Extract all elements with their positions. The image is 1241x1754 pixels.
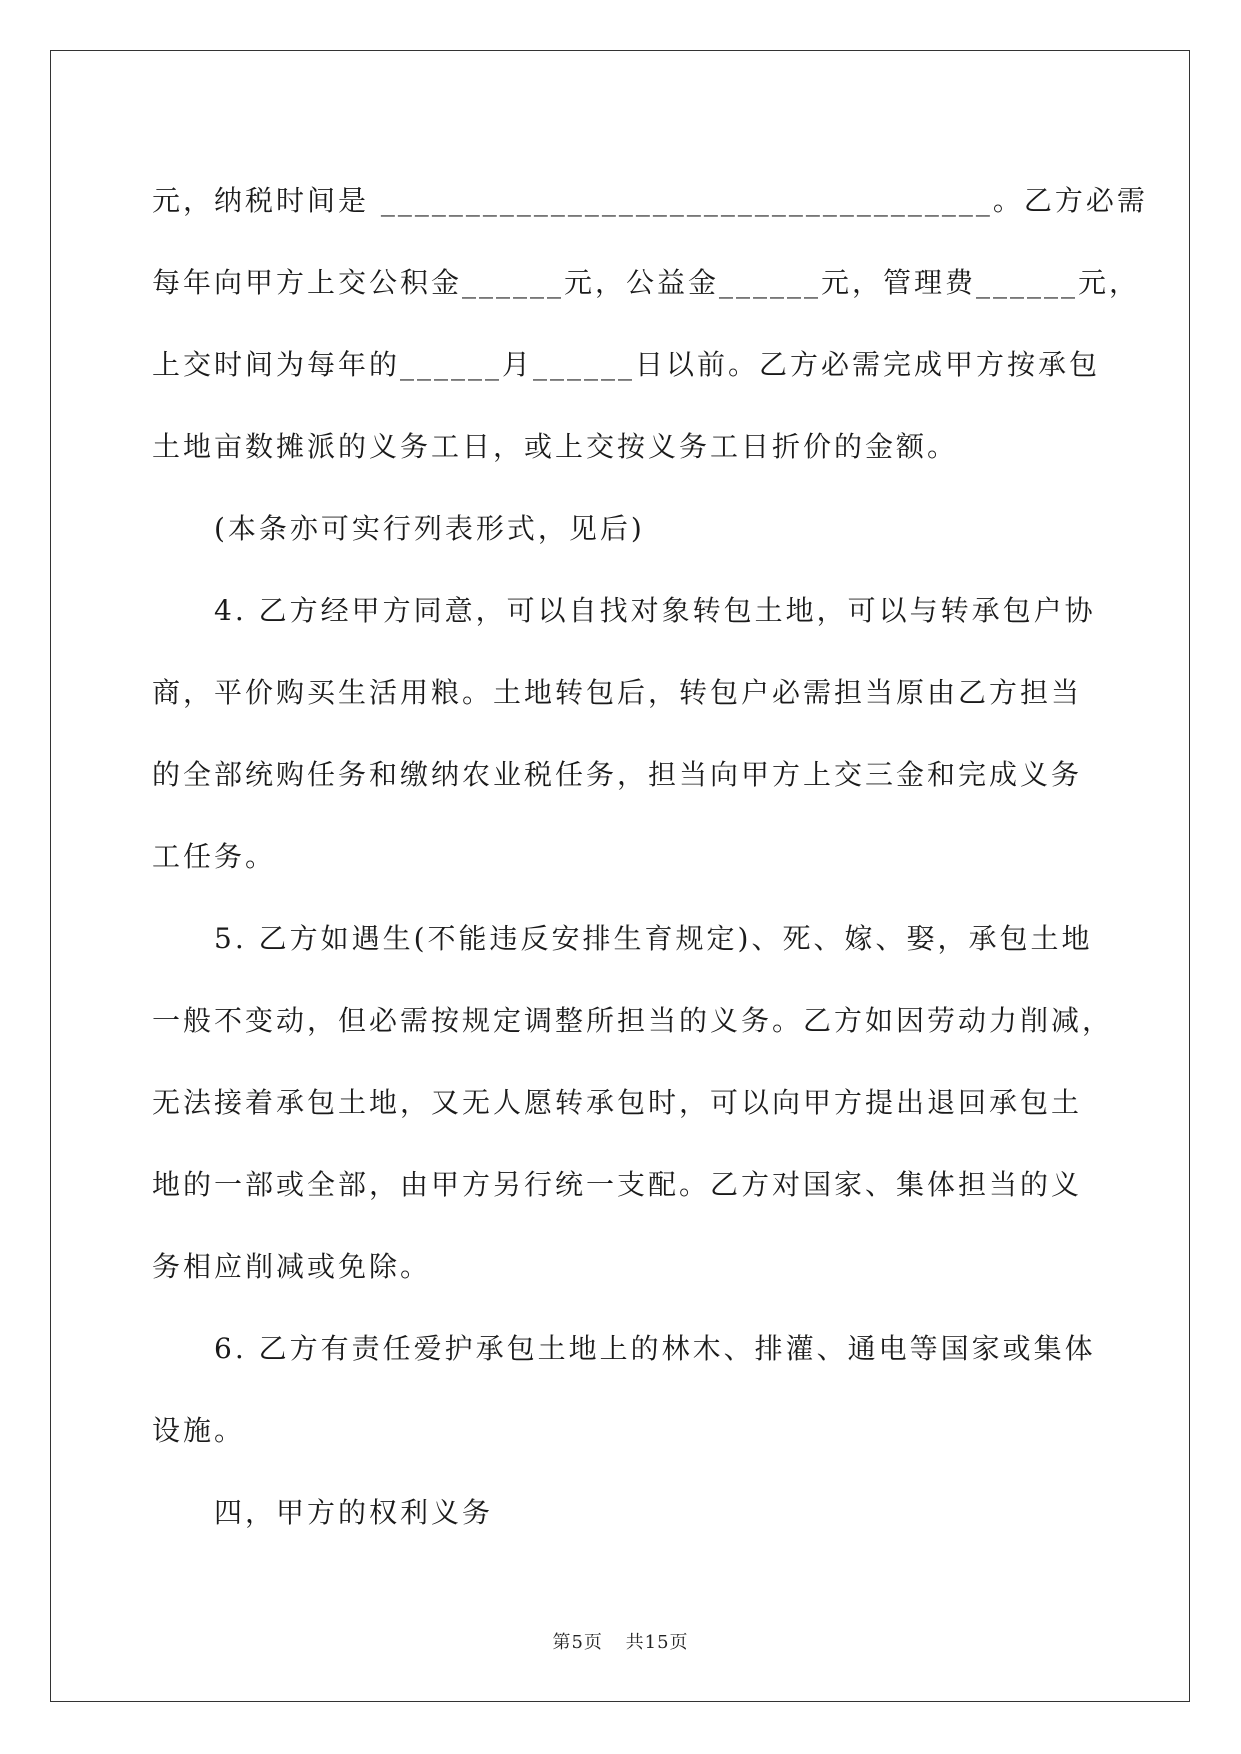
text-line: 设施。 [152,1414,246,1447]
text-line: 务相应削减或免除。 [152,1250,432,1283]
text-line: 的全部统购任务和缴纳农业税任务，担当向甲方上交三金和完成义务 [152,758,1083,791]
text-line: 每年向甲方上交公积金______元，公益金______元，管理费______元， [152,266,1141,299]
page-total: 共15页 [625,1632,689,1653]
section-heading: 四，甲方的权利义务 [214,1496,494,1529]
text-line: 上交时间为每年的______月______日以前。乙方必需完成甲方按承包 [152,348,1101,381]
text-line: 无法接着承包土地，又无人愿转承包时，可以向甲方提出退回承包土 [152,1086,1083,1119]
text-line: 元，纳税时间是 ____________________________________。乙方必需 [152,184,1148,217]
text-line: 6. 乙方有责任爱护承包土地上的林木、排灌、通电等国家或集体 [214,1332,1096,1365]
document-body [152,160,1148,1554]
text-line: 一般不变动，但必需按规定调整所担当的义务。乙方如因劳动力削减， [152,1004,1114,1037]
text-line: 土地亩数摊派的义务工日，或上交按义务工日折价的金额。 [152,430,959,463]
text-line: 5. 乙方如遇生(不能违反安排生育规定)、死、嫁、娶，承包土地 [214,922,1093,955]
text-line: 4. 乙方经甲方同意，可以自找对象转包土地，可以与转承包户协 [214,594,1096,627]
page-footer [0,1628,1241,1654]
text-line: 商，平价购买生活用粮。土地转包后，转包户必需担当原由乙方担当 [152,676,1083,709]
text-line: (本条亦可实行列表形式，见后) [214,512,645,545]
text-line: 地的一部或全部，由甲方另行统一支配。乙方对国家、集体担当的义 [152,1168,1083,1201]
text-line: 工任务。 [152,840,277,873]
page-number: 第5页 [552,1632,603,1653]
